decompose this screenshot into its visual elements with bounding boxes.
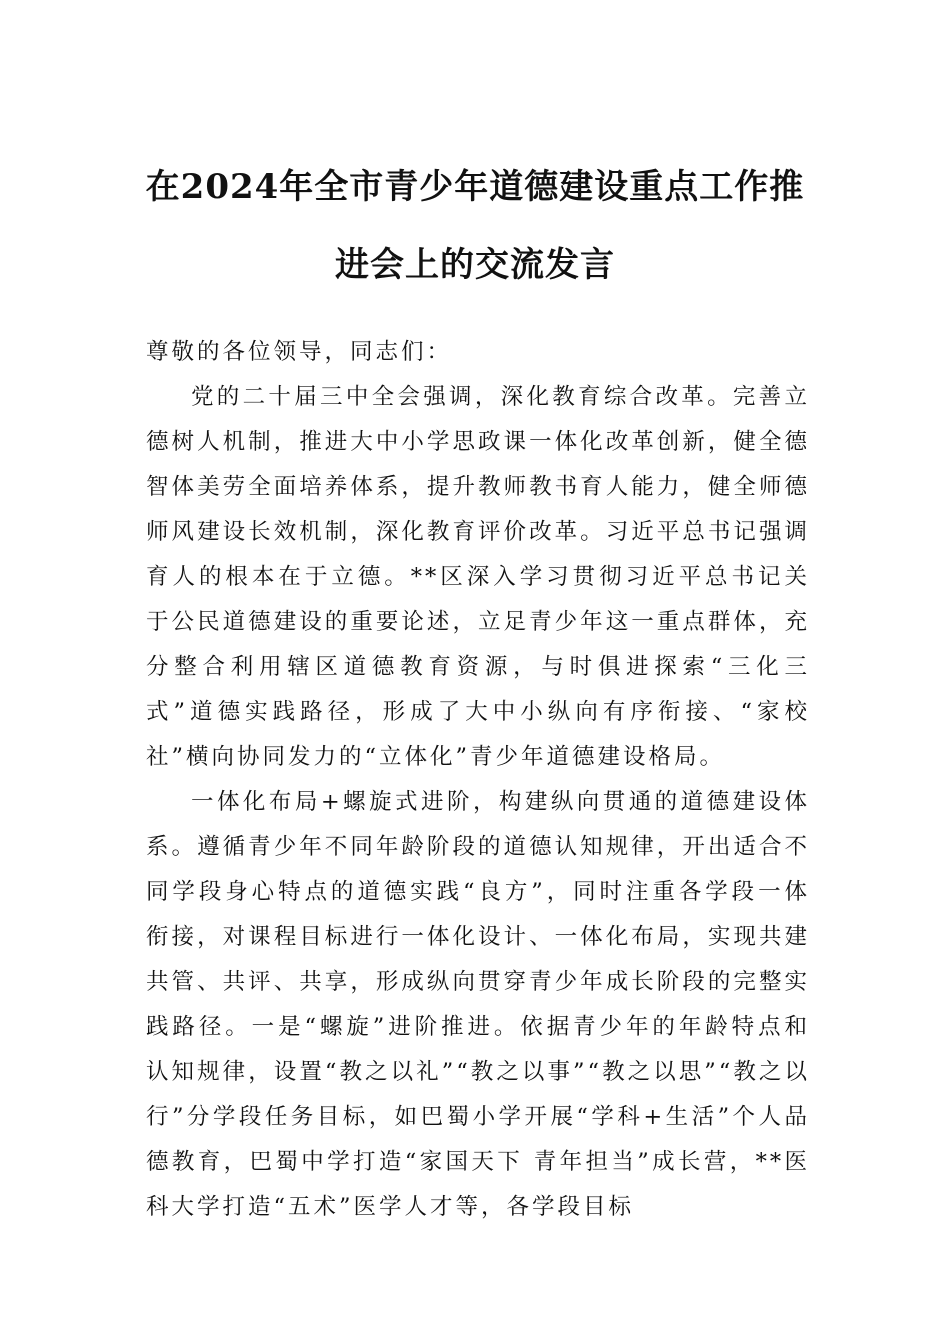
title-line-2: 进会上的交流发言 (335, 245, 615, 285)
paragraph-1: 党的二十届三中全会强调，深化教育综合改革。完善立德树人机制，推进大中小学思政课一体化改革创新，健全德智体美劳全面培养体系，提升教师教书育人能力，健全师德师风建设长效机制，深化教育评价改革。习近平总书记强调育人的根本在于立德。**区深入学习贯彻习近平总书记关于公民道德建设的重要论述，立足青少年这一重点群体，充分整合利用辖区道德教育资源，与时俱进探索“三化三式”道德实践路径，形成了大中小纵向有序衔接、“家校社”横向协同发力的“立体化”青少年道德建设格局。 (146, 384, 810, 770)
document-title (140, 148, 810, 304)
document-body (146, 330, 810, 1230)
salutation: 尊敬的各位领导，同志们： (146, 339, 453, 365)
paragraph-2: 一体化布局+螺旋式进阶，构建纵向贯通的道德建设体系。遵循青少年不同年龄阶段的道德认知规律，开出适合不同学段身心特点的道德实践“良方”，同时注重各学段一体衔接，对课程目标进行一体化设计、一体化布局，实现共建共管、共评、共享，形成纵向贯穿青少年成长阶段的完整实践路径。一是“螺旋”进阶推进。依据青少年的年龄特点和认知规律，设置“教之以礼”“教之以事”“教之以思”“教之以行”分学段任务目标，如巴蜀小学开展“学科+生活”个人品德教育，巴蜀中学打造“家国天下 青年担当”成长营，**医科大学打造“五术”医学人才等，各学段目标 (146, 789, 810, 1220)
title-line-1: 在2024年全市青少年道德建设重点工作推 (145, 167, 805, 207)
